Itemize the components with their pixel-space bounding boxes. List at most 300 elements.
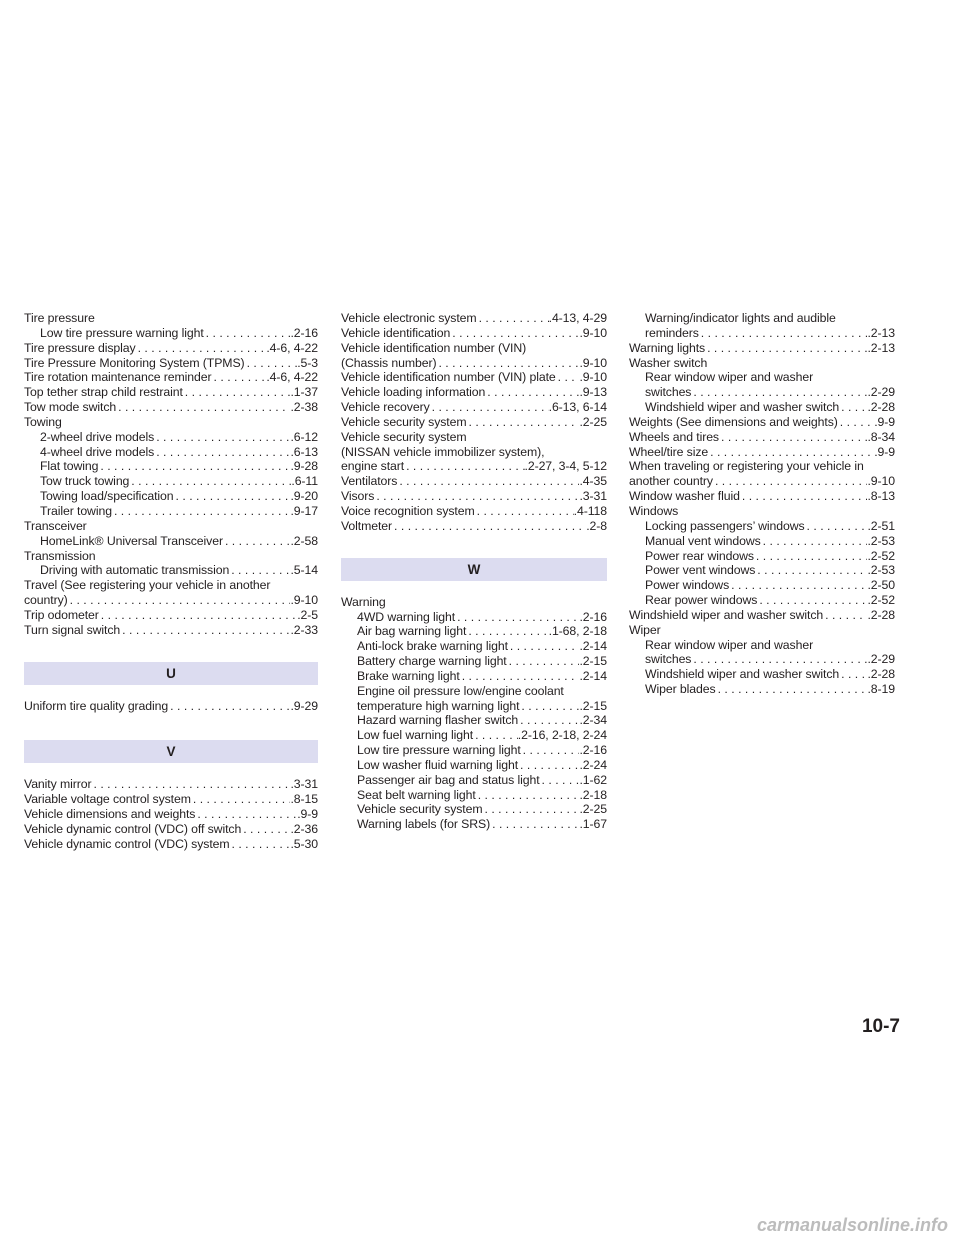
dot-leader [729,578,867,593]
index-entry [24,370,318,385]
entry-term: Vehicle dynamic control (VDC) off switch [24,821,242,836]
index-entry [341,654,607,669]
dot-leader [466,624,548,639]
entry-page-ref: .2-28 [867,667,895,682]
entry-page-ref: .9-28 [290,459,318,474]
entry-term: Uniform tire quality grading [24,698,169,713]
index-entry [24,593,318,608]
entry-page-ref: .3-31 [290,777,318,792]
index-entry [341,669,607,684]
entry-page-ref: .1-68, 2-18 [548,624,607,639]
entry-term: Driving with automatic transmission [40,563,230,578]
entry-page-ref: .4-35 [579,474,607,489]
entry-term: Vehicle identification [341,325,451,340]
entry-page-ref: .6-13, 6-14 [548,400,607,415]
index-entry [629,415,895,430]
entry-term: Wiper blades [645,682,716,697]
index-entry [24,792,318,807]
index-entry [341,595,607,610]
entry-term: Tire Pressure Monitoring System (TPMS) [24,355,245,370]
entry-term: Transceiver [24,518,87,533]
entry-term: (NISSAN vehicle immobilizer system), [341,444,545,459]
entry-page-ref: .2-16 [579,609,607,624]
entry-page-ref: .9-10 [867,474,895,489]
entry-term: Tow mode switch [24,400,117,415]
entry-term: (Chassis number) [341,355,437,370]
entry-page-ref: .2-53 [867,533,895,548]
index-entry [341,474,607,489]
index-entry [24,474,318,489]
index-entry [341,728,607,743]
dot-leader [404,459,524,474]
entry-page-ref: .5-30 [290,836,318,851]
index-entry [341,311,607,326]
entry-page-ref: .2-13 [867,340,895,355]
index-entry [341,699,607,714]
entry-page-ref: .4-13, 4-29 [548,311,607,325]
dot-leader [519,699,579,714]
entry-page-ref: .2-50 [867,578,895,593]
entry-term: another country [629,474,713,489]
entry-term: 2-wheel drive models [40,429,155,444]
entry-page-ref: .2-51 [867,518,895,533]
entry-page-ref: .2-16 [290,325,318,340]
dot-leader [839,667,867,682]
entry-term: Towing load/specification [40,489,174,504]
entry-term: Flat towing [40,459,99,474]
dot-leader [174,489,291,504]
index-entry [24,385,318,400]
entry-term: Vehicle dynamic control (VDC) system [24,836,230,851]
index-entry [629,682,895,697]
entry-page-ref: .4-6, 4-22 [266,370,318,385]
entry-term: Vehicle security system [341,429,467,444]
entry-page-ref: .2-5 [297,607,318,622]
dot-leader [450,326,579,341]
dot-leader [245,356,298,371]
dot-leader [120,623,290,638]
entry-term: Trip odometer [24,607,99,622]
index-entry [24,400,318,415]
index-entry [629,549,895,564]
entry-page-ref: .8-19 [867,682,895,697]
entry-term: Engine oil pressure low/engine coolant [357,683,564,698]
dot-leader [475,504,574,519]
entry-term: Brake warning light [357,668,460,683]
entry-term: Low fuel warning light [357,728,474,743]
index-entry [341,370,607,385]
index-entry [24,356,318,371]
index-entry [629,652,895,667]
index-entry [24,807,318,822]
letter-header-w: W [341,558,607,581]
index-entry [629,311,895,326]
entry-page-ref: .2-36 [290,821,318,836]
dot-leader [838,415,874,430]
dot-leader [507,654,580,669]
index-entry [341,639,607,654]
index-entry [341,385,607,400]
index-entry [24,504,318,519]
index-entry [341,459,607,474]
index-entry [341,519,607,534]
dot-leader [761,534,868,549]
index-block-t [24,311,318,638]
entry-page-ref: .9-9 [874,444,895,459]
page-number: 10-7 [861,1016,900,1037]
entry-term: Rear window wiper and washer [645,370,814,385]
index-entry [24,534,318,549]
index-block-w [341,595,607,833]
entry-page-ref: .9-20 [290,489,318,504]
entry-page-ref: .9-10 [290,593,318,608]
dot-leader [521,743,580,758]
entry-page-ref: .9-17 [290,503,318,518]
entry-page-ref: .2-14 [579,668,607,683]
entry-term: Top tether strap child restraint [24,385,183,400]
dot-leader [241,822,290,837]
dot-leader [518,713,579,728]
index-entry [341,415,607,430]
entry-page-ref: .2-29 [867,385,895,400]
entry-page-ref: .4-6, 4-22 [266,340,318,355]
entry-term: Voice recognition system [341,503,475,518]
entry-term: Ventilators [341,474,398,489]
entry-term: When traveling or registering your vehicle in [629,459,864,474]
dot-leader [98,459,290,474]
entry-term: Power windows [645,578,730,593]
entry-page-ref: .1-62 [579,772,607,787]
entry-term: Vehicle electronic system [341,311,477,325]
dot-leader [129,474,291,489]
entry-page-ref: .6-12 [290,429,318,444]
dot-leader [716,682,868,697]
entry-page-ref: .2-52 [867,593,895,608]
index-entry [629,459,895,474]
entry-term: Wheel/tire size [629,444,709,459]
index-entry [341,624,607,639]
entry-term: Hazard warning flasher switch [357,713,519,728]
dot-leader [467,415,580,430]
index-entry [341,341,607,356]
entry-term: Power vent windows [645,563,756,578]
index-entry [24,311,318,326]
entry-page-ref: .9-10 [579,355,607,370]
dot-leader [754,549,868,564]
dot-leader [374,489,579,504]
entry-term: Seat belt warning light [357,787,476,802]
dot-leader [691,385,867,400]
dot-leader [485,385,579,400]
entry-term: Locking passengers’ windows [645,518,805,533]
index-entry [629,623,895,638]
entry-term: Towing [24,414,62,429]
dot-leader [230,837,291,852]
entry-term: switches [645,652,692,667]
index-block-v [24,777,318,851]
entry-term: Windshield wiper and washer switch [645,667,840,682]
index-entry [341,356,607,371]
index-entry [341,817,607,832]
entry-page-ref: .6-13 [290,444,318,459]
index-entry [24,822,318,837]
entry-term: Transmission [24,548,96,563]
dot-leader [116,400,290,415]
dot-leader [154,445,290,460]
index-entry [341,430,607,445]
index-entry [24,430,318,445]
dot-leader [713,474,868,489]
entry-term: Vehicle dimensions and weights [24,807,196,822]
entry-page-ref: .2-15 [579,698,607,713]
index-block-u [24,699,318,714]
entry-page-ref: .9-13 [579,385,607,400]
index-entry [341,758,607,773]
index-entry [24,623,318,638]
entry-page-ref: .4-118 [573,503,607,518]
index-entry [24,489,318,504]
entry-term: Weights (See dimensions and weights) [629,414,838,429]
entry-page-ref: .1-37 [290,385,318,400]
index-entry [629,356,895,371]
entry-page-ref: .2-34 [579,713,607,728]
entry-page-ref: .2-16 [579,743,607,758]
index-entry [629,474,895,489]
entry-page-ref: .2-8 [586,518,607,533]
dot-leader [430,400,549,415]
entry-term: Vehicle security system [341,414,467,429]
entry-page-ref: .2-14 [579,639,607,654]
entry-page-ref: .2-29 [867,652,895,667]
entry-term: Trailer towing [40,503,112,518]
entry-term: Power rear windows [645,548,754,563]
index-entry [341,489,607,504]
entry-page-ref: .9-29 [290,698,318,713]
index-entry [629,593,895,608]
entry-term: temperature high warning light [357,698,520,713]
index-entry [341,445,607,460]
index-entry [24,837,318,852]
index-entry [341,504,607,519]
dot-leader [154,430,290,445]
watermark[interactable]: carmanualsonline.info [756,1215,948,1235]
index-entry [629,400,895,415]
dot-leader [476,788,580,803]
index-entry [629,667,895,682]
index-entry [341,743,607,758]
index-entry [629,563,895,578]
entry-term: Tire rotation maintenance reminder [24,370,212,385]
entry-term: engine start [341,459,405,474]
dot-leader [518,758,579,773]
entry-page-ref: .8-34 [867,429,895,444]
entry-term: Vehicle identification number (VIN) [341,340,527,355]
dot-leader [212,370,267,385]
entry-term: Low washer fluid warning light [357,757,519,772]
dot-leader [68,593,291,608]
index-block-w-cont [629,311,895,697]
entry-term: Wheels and tires [629,429,719,444]
entry-term: Passenger air bag and status light [357,772,540,787]
letter-header-v: V [24,740,318,763]
dot-leader [183,385,291,400]
dot-leader [823,608,867,623]
entry-term: Air bag warning light [357,624,467,639]
index-entry [341,684,607,699]
entry-term: Window washer fluid [629,489,740,504]
dot-leader [556,370,580,385]
index-entry [341,802,607,817]
entry-term: Windshield wiper and washer switch [645,400,840,415]
dot-leader [229,563,290,578]
entry-page-ref: .2-25 [579,802,607,817]
dot-leader [436,356,579,371]
dot-leader [483,802,580,817]
entry-term: Battery charge warning light [357,654,507,669]
entry-term: Vehicle loading information [341,385,486,400]
entry-term: Rear window wiper and washer [645,637,814,652]
index-entry [24,459,318,474]
index-entry [629,341,895,356]
entry-page-ref: .2-15 [579,654,607,669]
index-entry [629,385,895,400]
index-entry [629,489,895,504]
entry-page-ref: .2-27, 3-4, 5-12 [524,459,607,474]
entry-term: Tow truck towing [40,474,130,489]
dot-leader [392,519,586,534]
index-entry [341,773,607,788]
index-entry [629,638,895,653]
entry-term: Windshield wiper and washer switch [629,607,824,622]
dot-leader [540,773,580,788]
index-entry [341,713,607,728]
index-entry [629,445,895,460]
dot-leader [757,593,867,608]
entry-term: 4WD warning light [357,609,456,624]
index-entry [341,788,607,803]
entry-term: Low tire pressure warning light [357,743,521,758]
entry-term: Warning/indicator lights and audible [645,311,836,325]
entry-term: Wiper [629,622,661,637]
index-entry [629,326,895,341]
entry-term: Rear power windows [645,593,758,608]
index-entry [24,608,318,623]
entry-term: Tire pressure display [24,340,136,355]
entry-term: reminders [645,325,699,340]
entry-page-ref: .8-13 [867,489,895,504]
index-entry [629,578,895,593]
index-entry [341,610,607,625]
index-entry [24,341,318,356]
dot-leader [490,817,579,832]
entry-term: Low tire pressure warning light [40,325,204,340]
entry-page-ref: .2-13 [867,325,895,340]
index-entry [629,534,895,549]
entry-term: HomeLink® Universal Transceiver [40,533,223,548]
dot-leader [805,519,868,534]
entry-page-ref: .2-18 [579,787,607,802]
dot-leader [477,311,549,326]
entry-term: 4-wheel drive models [40,444,155,459]
entry-term: Variable voltage control system [24,792,191,807]
entry-term: Vanity mirror [24,777,92,792]
index-entry [24,777,318,792]
index-entry [629,608,895,623]
entry-term: Warning [341,594,386,609]
dot-leader [691,652,867,667]
index-column-3 [629,311,895,697]
entry-page-ref: .2-38 [290,400,318,415]
entry-term: Windows [629,503,679,518]
entry-page-ref: .1-67 [579,817,607,832]
dot-leader [168,699,290,714]
entry-page-ref: .2-28 [867,607,895,622]
index-entry [24,326,318,341]
entry-page-ref: .3-31 [579,489,607,504]
entry-page-ref: .8-15 [290,792,318,807]
dot-leader [223,534,291,549]
entry-term: Travel (See registering your vehicle in another [24,578,271,593]
index-entry [629,519,895,534]
entry-term: Manual vent windows [645,533,761,548]
index-column-1 [24,311,318,852]
entry-term: Warning labels (for SRS) [357,817,491,832]
dot-leader [191,792,291,807]
entry-page-ref: .2-16, 2-18, 2-24 [517,728,607,743]
entry-term: Anti-lock brake warning light [357,639,508,654]
entry-term: Warning lights [629,340,706,355]
entry-page-ref: .9-9 [297,807,318,822]
index-entry [24,519,318,534]
entry-page-ref: .2-52 [867,548,895,563]
dot-leader [455,610,579,625]
index-entry [24,415,318,430]
index-entry [24,563,318,578]
entry-page-ref: .2-33 [290,622,318,637]
index-entry [341,326,607,341]
dot-leader [508,639,580,654]
dot-leader [99,608,297,623]
index-entry [24,578,318,593]
entry-page-ref: .9-9 [874,414,895,429]
entry-page-ref: .9-10 [579,325,607,340]
index-entry [629,370,895,385]
entry-page-ref: .5-3 [297,355,318,370]
dot-leader [460,669,580,684]
entry-page-ref: .2-25 [579,414,607,429]
dot-leader [112,504,291,519]
index-block-v-cont [341,311,607,534]
dot-leader [839,400,867,415]
index-entry [24,549,318,564]
dot-leader [740,489,868,504]
entry-page-ref: .9-10 [579,370,607,385]
dot-leader [136,341,267,356]
index-entry [629,504,895,519]
entry-term: switches [645,385,692,400]
entry-page-ref: .6-11 [291,474,318,489]
dot-leader [755,563,867,578]
entry-term: Vehicle recovery [341,400,430,415]
dot-leader [719,430,867,445]
index-entry [24,699,318,714]
entry-page-ref: .2-28 [867,400,895,415]
entry-term: Vehicle security system [357,802,483,817]
letter-header-u: U [24,662,318,685]
entry-term: Tire pressure [24,311,95,325]
dot-leader [91,777,290,792]
index-entry [341,400,607,415]
